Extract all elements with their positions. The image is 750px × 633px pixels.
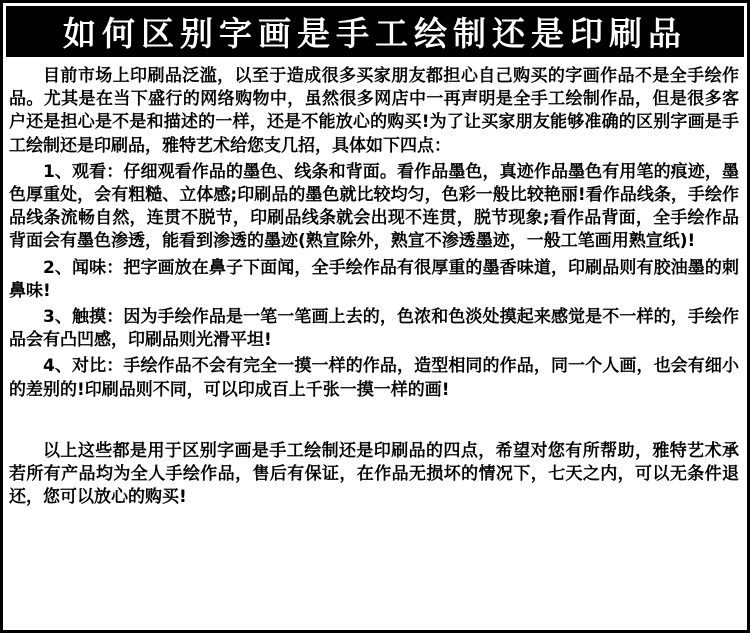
intro-paragraph: 目前市场上印刷品泛滥，以至于造成很多买家朋友都担心自己购买的字画作品不是全手绘作品。尤其是在当下盛行的网络购物中，虽然很多网店中一再声明是全手工绘制作品，但是很多客户还是担心是不是和描述的一样，还是不能放心的购买!为了让买家朋友能够准确的区别字画是手工绘制还是印刷品，雅特艺术给您支几招，具体如下四点：	[9, 66, 739, 156]
page-title: 如何区别字画是手工绘制还是印刷品	[63, 14, 687, 53]
tip-look-paragraph: 1、观看：仔细观看作品的墨色、线条和背面。看作品墨色，真迹作品墨色有用笔的痕迹，墨色厚重处，会有粗糙、立体感;印刷品的墨色就比较均匀，色彩一般比较艳丽!看作品线条，手绘作品线条流畅自然，连贯不脱节，印刷品线条就会出现不连贯，脱节现象;看作品背面，全手绘作品背面会有墨色渗透，能看到渗透的墨迹(熟宣除外，熟宣不渗透墨迹，一般工笔画用熟宣纸)!	[9, 161, 739, 252]
tip-touch-paragraph: 3、触摸：因为手绘作品是一笔一笔画上去的，色浓和色淡处摸起来感觉是不一样的，手绘作品会有凸凹感，印刷品则光滑平坦!	[9, 307, 739, 351]
title-banner	[6, 6, 744, 57]
article-body	[9, 65, 739, 512]
conclusion-paragraph: 以上这些都是用于区别字画是手工绘制还是印刷品的四点，希望对您有所帮助，雅特艺术承若所有产品均为全人手绘作品，售后有保证，在作品无损坏的情况下，七天之内，可以无条件退还，您可以放心的购买!	[9, 440, 739, 508]
tip-compare-paragraph: 4、对比：手绘作品不会有完全一摸一样的作品，造型相同的作品，同一个人画，也会有细小的差别的!印刷品则不同，可以印成百上千张一摸一样的画!	[9, 356, 739, 400]
tip-smell-paragraph: 2、闻味：把字画放在鼻子下面闻，全手绘作品有很厚重的墨香味道，印刷品则有胶油墨的刺鼻味!	[9, 257, 739, 301]
